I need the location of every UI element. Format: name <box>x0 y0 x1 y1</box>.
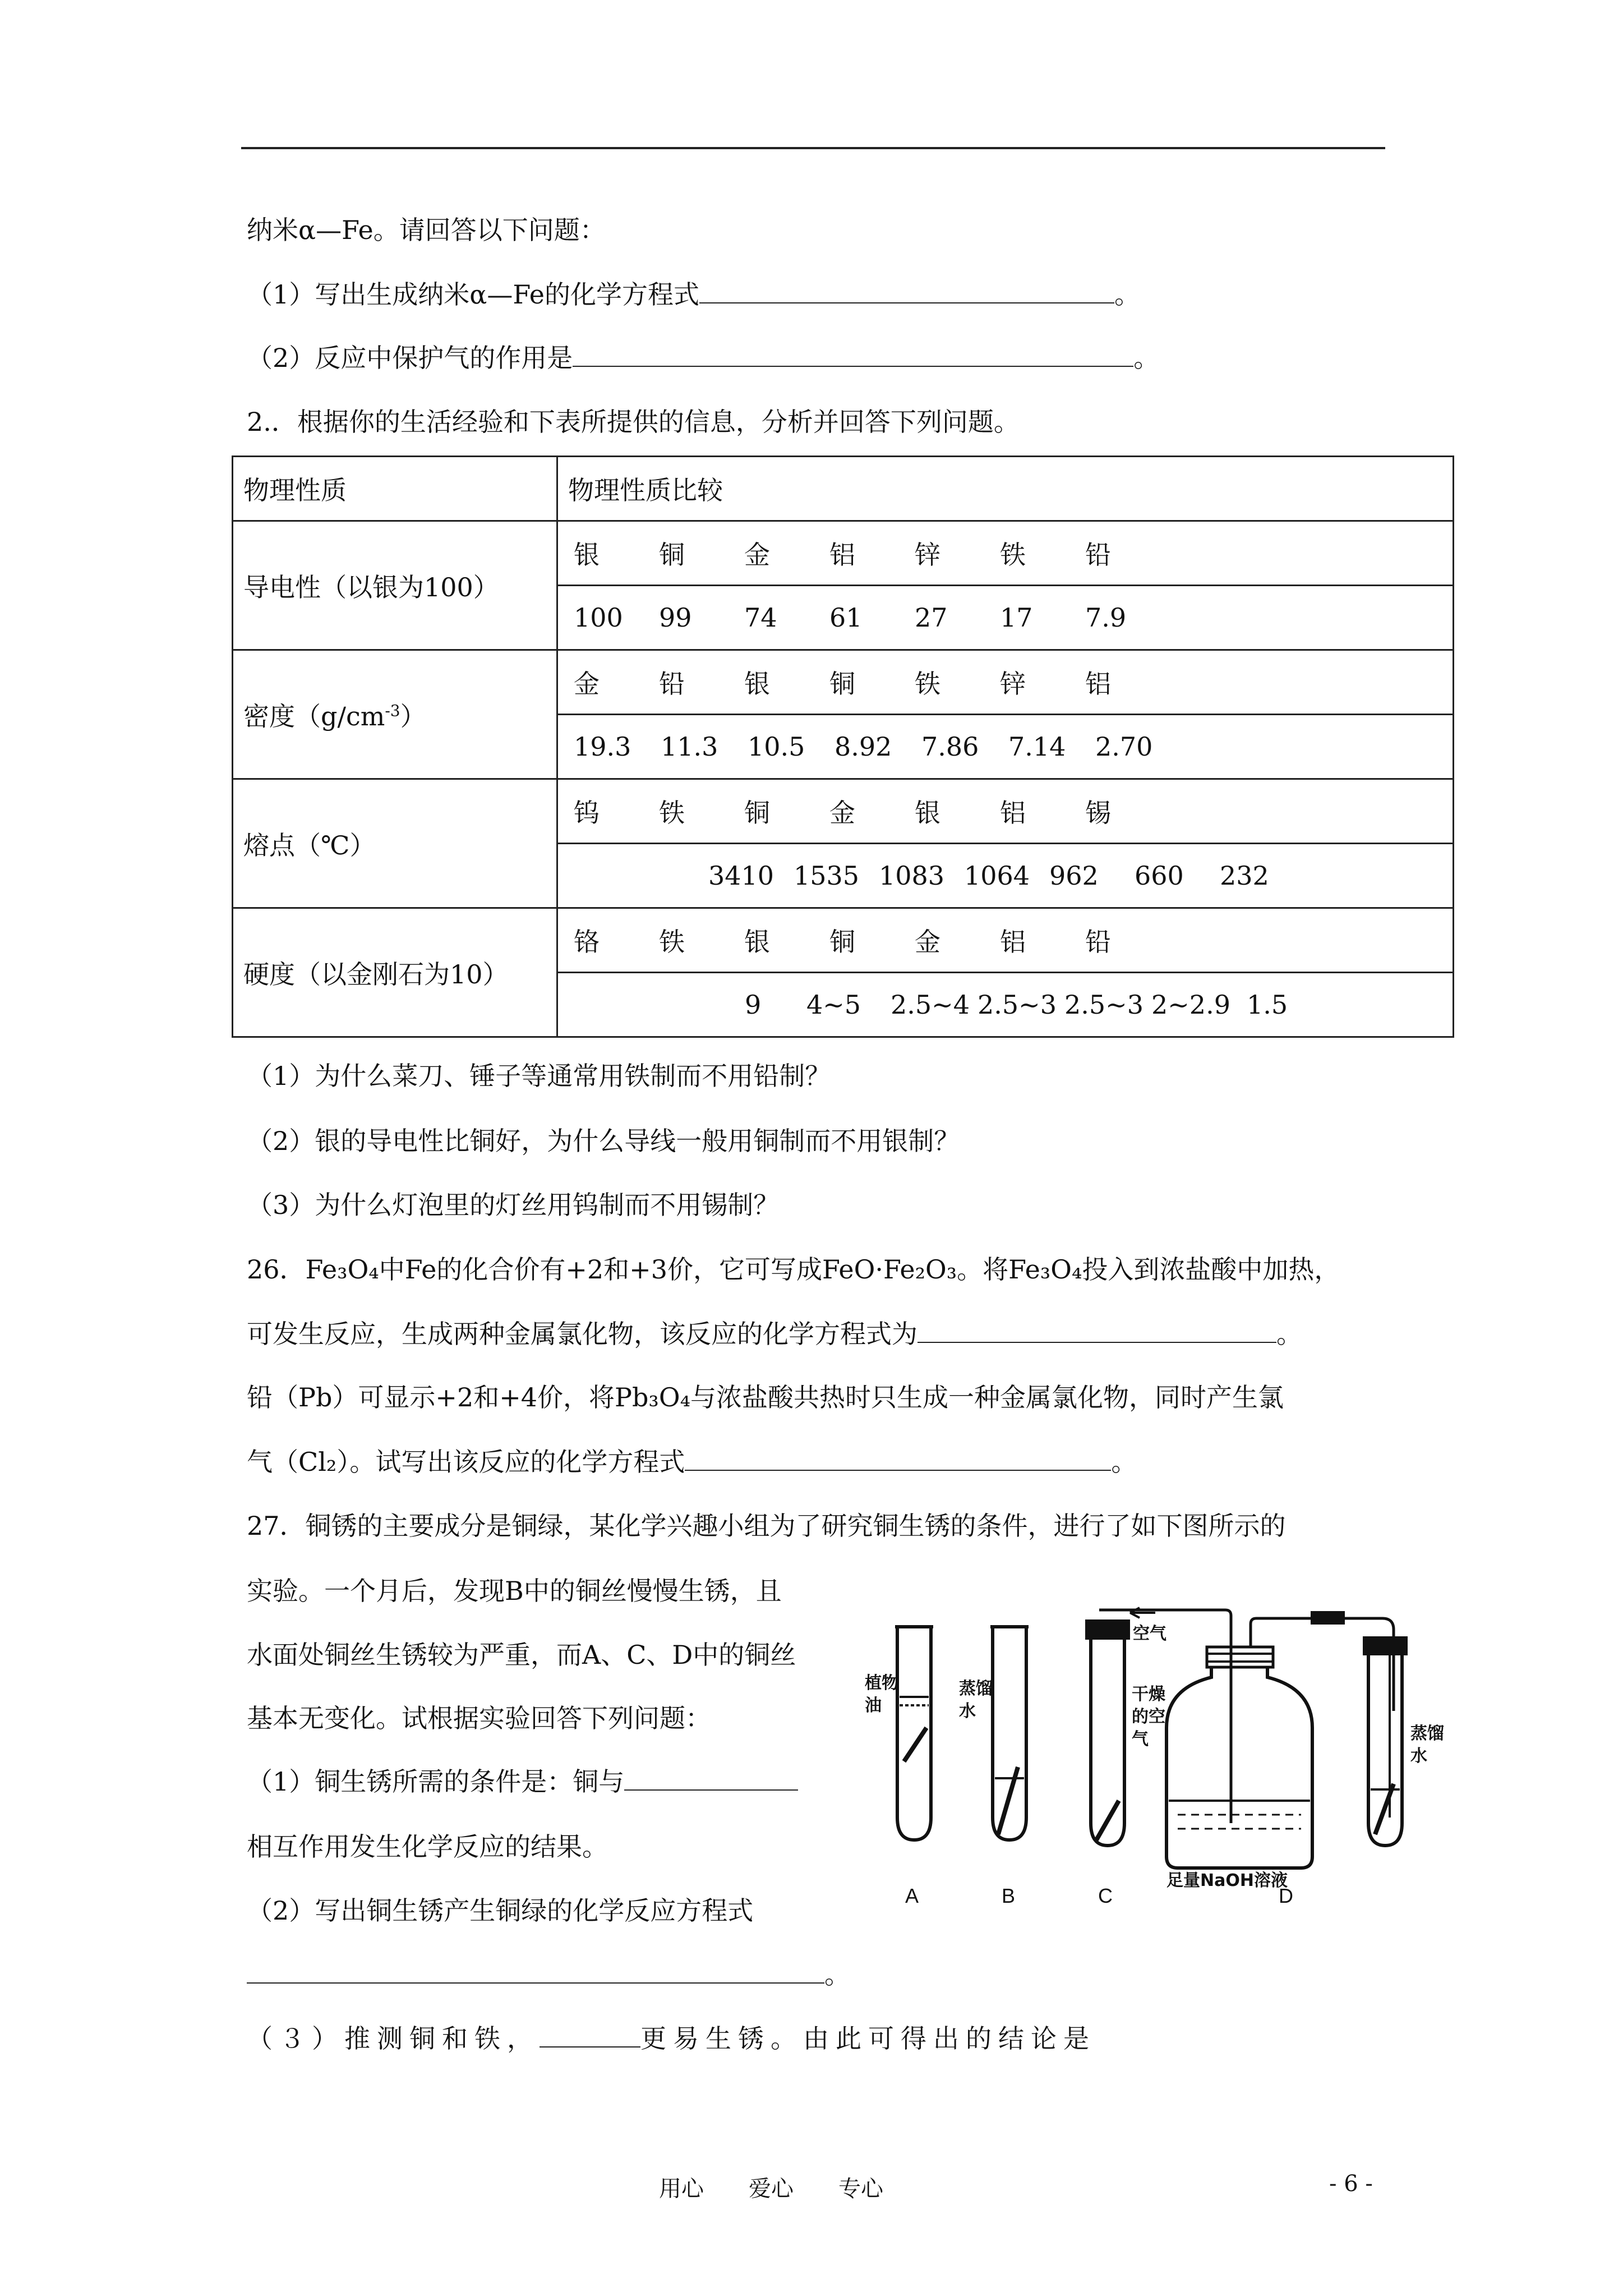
question-27-line-3: 水面处铜丝生锈较为严重，而A、C、D中的铜丝 <box>247 1640 796 1670</box>
value-cell: 1.5 <box>1247 990 1288 1020</box>
value-cell: 8.92 <box>834 731 892 762</box>
properties-table <box>232 455 1454 1038</box>
metal-name: 铜 <box>744 798 770 828</box>
label-a: A <box>905 1884 919 1907</box>
page-number: - 6 - <box>1329 2171 1373 2197</box>
question-27-3: （３）推测铜和铁， 更易生锈。由此可得出的结论是 <box>247 2023 1096 2054</box>
value-cell: 660 <box>1135 861 1184 891</box>
label-b: B <box>1002 1884 1016 1907</box>
table-row <box>557 521 1454 586</box>
metal-name: 铁 <box>915 669 940 699</box>
header-rule <box>241 147 1385 149</box>
question-1-2: （2）反应中保护气的作用是 。 <box>247 343 1160 373</box>
metal-name: 铬 <box>574 927 600 957</box>
table-row <box>557 650 1454 715</box>
question-27-2: （2）写出铜生锈产生铜绿的化学反应方程式 <box>247 1895 754 1926</box>
value-cell: 232 <box>1220 861 1269 891</box>
answer-blank[interactable] <box>685 1447 1111 1471</box>
metal-name: 银 <box>744 927 770 957</box>
value-cell: 74 <box>744 602 777 633</box>
value-cell: 1535 <box>794 861 860 891</box>
value-cell: 61 <box>829 602 863 633</box>
value-cell: 27 <box>915 602 948 633</box>
metal-name: 铁 <box>659 798 685 828</box>
value-cell: 11.3 <box>661 731 718 762</box>
question-27-line-4: 基本无变化。试根据实验回答下列问题： <box>247 1703 711 1733</box>
label-water-d-2: 水 <box>1410 1746 1427 1766</box>
value-cell: 2.70 <box>1095 731 1153 762</box>
metal-name: 铁 <box>659 927 685 957</box>
row-label-melting-point: 熔点（℃） <box>233 779 557 908</box>
metal-name: 银 <box>574 540 600 570</box>
metal-name: 锌 <box>1000 669 1026 699</box>
value-cell: 3410 <box>708 861 774 891</box>
label-water-b-1: 蒸馏 <box>959 1679 993 1699</box>
value-cell: 10.5 <box>748 731 805 762</box>
table-row <box>557 908 1454 973</box>
table-row <box>557 586 1454 650</box>
label-dry-air-1: 干燥 <box>1132 1685 1165 1704</box>
value-cell: 99 <box>659 602 692 633</box>
answer-blank[interactable] <box>624 1767 798 1791</box>
value-cell: 100 <box>574 602 623 633</box>
row-label-density: 密度$(g/cm^{-3})$ <box>233 650 557 779</box>
metal-name: 铝 <box>829 540 855 570</box>
question-27-1-cont: 相互作用发生化学反应的结果。 <box>247 1832 608 1862</box>
table-row <box>557 715 1454 779</box>
question-27-2-answer: 。 <box>247 1958 850 1991</box>
question-26-line-1: 26．Fe₃O₄中Fe的化合价有+2和+3价，它可写成FeO·Fe₂O₃。将Fe₃O₄投入到浓盐酸中加热， <box>247 1254 1340 1285</box>
value-cell: 962 <box>1049 861 1099 891</box>
question-2-2: （2）银的导电性比铜好，为什么导线一般用铜制而不用银制？ <box>247 1126 960 1156</box>
metal-name: 锡 <box>1085 798 1111 828</box>
metal-name: 铝 <box>1000 927 1026 957</box>
value-cell: 7.9 <box>1085 602 1127 633</box>
metal-name: 铅 <box>1085 540 1111 570</box>
question-27-1: （1）铜生锈所需的条件是：铜与 <box>247 1765 798 1798</box>
answer-blank[interactable] <box>247 1960 824 1984</box>
answer-blank[interactable] <box>699 280 1114 303</box>
metal-name: 金 <box>744 540 770 570</box>
label-oil-2: 油 <box>865 1696 882 1715</box>
value-cell: 2.5~3 <box>1064 990 1144 1020</box>
value-cell: 1083 <box>879 861 945 891</box>
value-cell: 7.14 <box>1008 731 1066 762</box>
value-cell: 2.5~3 <box>978 990 1057 1020</box>
question-2: 2.．根据你的生活经验和下表所提供的信息，分析并回答下列问题。 <box>247 407 1020 437</box>
metal-name: 铜 <box>659 540 685 570</box>
metal-name: 铝 <box>1000 798 1026 828</box>
row-label-conductivity: 导电性（以银为100） <box>233 521 557 650</box>
question-2-1: （1）为什么菜刀、锤子等通常用铁制而不用铅制？ <box>247 1061 831 1091</box>
test-tube-d <box>1368 1638 1402 1846</box>
metal-name: 金 <box>829 798 855 828</box>
label-dry-air-3: 气 <box>1132 1729 1149 1749</box>
table-row <box>557 973 1454 1037</box>
rust-experiment-diagram <box>864 1593 1453 1907</box>
label-naoh: 足量NaOH溶液 <box>1166 1871 1288 1890</box>
metal-name: 铜 <box>829 927 855 957</box>
metal-name: 铝 <box>1085 669 1111 699</box>
test-tube-a <box>897 1627 931 1840</box>
question-2-3: （3）为什么灯泡里的灯丝用钨制而不用锡制？ <box>247 1190 780 1220</box>
label-water-d-1: 蒸馏 <box>1410 1724 1444 1743</box>
table-header-comparison: 物理性质比较 <box>557 457 1454 521</box>
label-dry-air-2: 的空 <box>1132 1707 1165 1727</box>
question-1-1: （1）写出生成纳米α—Fe的化学方程式 。 <box>247 279 1140 310</box>
value-cell: 19.3 <box>574 731 631 762</box>
metal-name: 银 <box>915 798 940 828</box>
metal-name: 银 <box>744 669 770 699</box>
question-26-line-2: 可发生反应，生成两种金属氯化物，该反应的化学方程式为 。 <box>247 1319 1302 1349</box>
value-cell: 2.5~4 <box>891 990 970 1020</box>
label-oil-1: 植物 <box>865 1673 898 1693</box>
metal-name: 金 <box>574 669 600 699</box>
question-27-line-1: 27．铜锈的主要成分是铜绿，某化学兴趣小组为了研究铜生锈的条件，进行了如下图所示的 <box>247 1511 1286 1541</box>
metal-name: 金 <box>915 927 940 957</box>
footer-motto: 用心 爱心 专心 <box>659 2176 883 2202</box>
label-water-b-2: 水 <box>959 1701 976 1721</box>
gas-bottle <box>1166 1655 1312 1868</box>
table-row <box>557 844 1454 908</box>
value-cell: 7.86 <box>921 731 979 762</box>
label-c: C <box>1098 1884 1113 1907</box>
value-cell: 9 <box>745 990 762 1020</box>
metal-name: 铁 <box>1000 540 1026 570</box>
label-air: 空气 <box>1133 1624 1166 1644</box>
question-26-line-4: 气（Cl₂）。试写出该反应的化学方程式 。 <box>247 1447 1137 1477</box>
value-cell: 17 <box>1000 602 1033 633</box>
table-row <box>557 779 1454 844</box>
metal-name: 铅 <box>659 669 685 699</box>
value-cell: 4~5 <box>806 990 861 1020</box>
label-d: D <box>1279 1884 1293 1907</box>
row-label-hardness: 硬度（以金刚石为10） <box>233 908 557 1037</box>
answer-blank[interactable] <box>917 1319 1276 1343</box>
question-27-line-2: 实验。一个月后，发现B中的铜丝慢慢生锈，且 <box>247 1576 782 1606</box>
value-cell: 1064 <box>964 861 1030 891</box>
metal-name: 钨 <box>574 798 600 828</box>
value-cell: 2~2.9 <box>1151 990 1230 1020</box>
table-header-property: 物理性质 <box>233 457 557 521</box>
answer-blank[interactable] <box>540 2024 640 2047</box>
test-tube-c <box>1091 1632 1124 1846</box>
answer-blank[interactable] <box>573 343 1133 367</box>
test-tube-b <box>993 1627 1026 1840</box>
intro-line: 纳米α—Fe。请回答以下问题： <box>247 215 606 245</box>
metal-name: 锌 <box>915 540 940 570</box>
question-26-line-3: 铅（Pb）可显示+2和+4价，将Pb₃O₄与浓盐酸共热时只生成一种金属氯化物，同时产生氯 <box>247 1382 1284 1412</box>
metal-name: 铜 <box>829 669 855 699</box>
metal-name: 铅 <box>1085 927 1111 957</box>
